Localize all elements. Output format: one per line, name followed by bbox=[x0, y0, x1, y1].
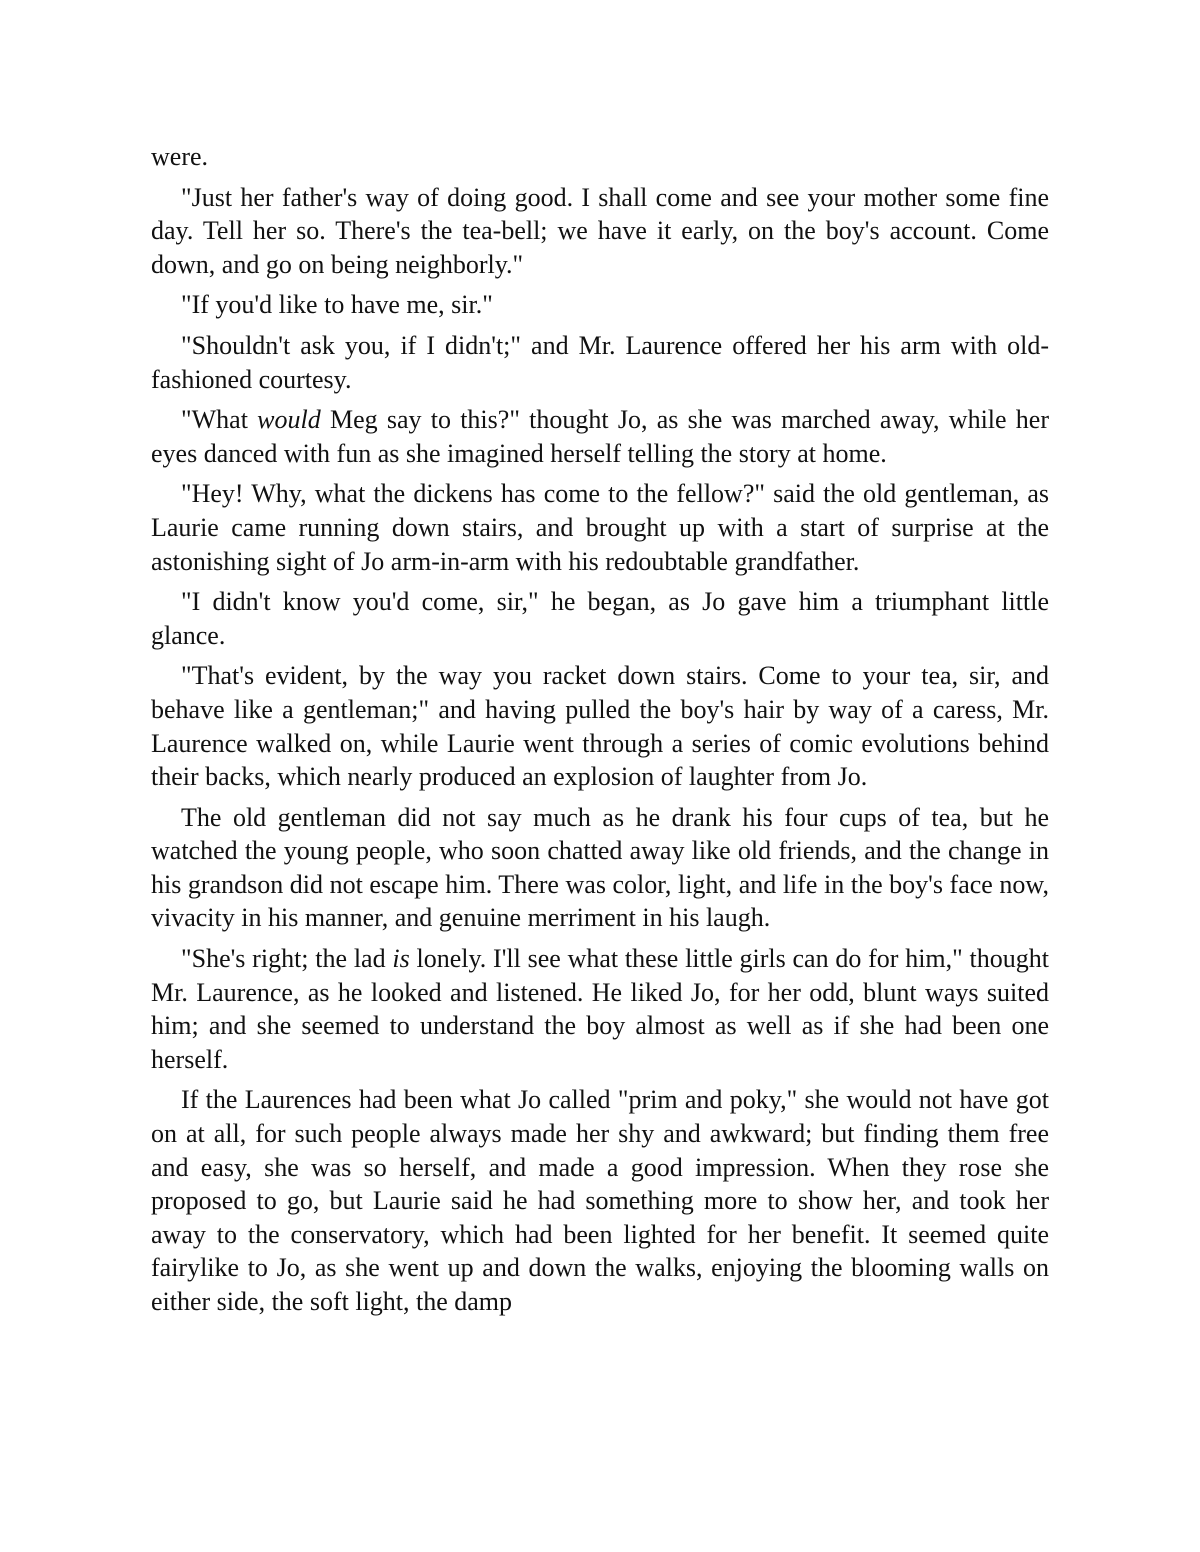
paragraph bbox=[151, 288, 1049, 322]
text-run: "Just her father's way of doing good. I shall come and see your mother some fine day. Tell her so. There's the tea-bell; we have it early, on the boy's account. Come down, and go on being neighborly." bbox=[151, 182, 1049, 279]
paragraph bbox=[151, 477, 1049, 578]
paragraph-continuation bbox=[151, 140, 1049, 174]
text-run: lonely. I'll see what these little girls can do for him," thought Mr. Laurence, as he looked and listened. He liked Jo, for her odd, blunt ways suited him; and she seemed to understand the boy almost as well as if she had been one herself. bbox=[151, 944, 1049, 1074]
page-text bbox=[151, 140, 1049, 1326]
paragraph bbox=[151, 801, 1049, 935]
paragraph bbox=[151, 585, 1049, 652]
paragraph bbox=[151, 942, 1049, 1076]
text-run: "Hey! Why, what the dickens has come to the fellow?" said the old gentleman, as Laurie came running down stairs, and brought up with a start of surprise at the astonishing sight of Jo arm-in-arm with his redoubtable grandfather. bbox=[151, 479, 1049, 576]
text-run: "What bbox=[181, 405, 258, 435]
text-run: If the Laurences had been what Jo called "prim and poky," she would not have got on at all, for such people always made her shy and awkward; but finding them free and easy, she was so herself, and made a good impression. When they rose she proposed to go, but Laurie said he had something more to show her, and took her away to the conservatory, which had been lighted for her benefit. It seemed quite fairylike to Jo, as she went up and down the walks, enjoying the blooming walls on either side, the soft light, the damp bbox=[151, 1085, 1049, 1316]
text-run: "That's evident, by the way you racket down stairs. Come to your tea, sir, and behave like a gentleman;" and having pulled the boy's hair by way of a caress, Mr. Laurence walked on, while Laurie went through a series of comic evolutions behind their backs, which nearly produced an explosion of laughter from Jo. bbox=[151, 661, 1049, 792]
paragraph bbox=[151, 403, 1049, 470]
paragraph bbox=[151, 181, 1049, 282]
text-run: Meg say to this?" thought Jo, as she was marched away, while her eyes danced with fun as she imagined herself telling the story at home. bbox=[151, 405, 1049, 468]
paragraph bbox=[151, 329, 1049, 396]
text-run: "I didn't know you'd come, sir," he began, as Jo gave him a triumphant little glance. bbox=[151, 587, 1049, 650]
paragraph bbox=[151, 1083, 1049, 1318]
italic-emphasis: would bbox=[257, 405, 321, 435]
paragraph bbox=[151, 659, 1049, 793]
italic-emphasis: is bbox=[392, 944, 410, 974]
text-run: "If you'd like to have me, sir." bbox=[181, 290, 493, 320]
text-run: "Shouldn't ask you, if I didn't;" and Mr. Laurence offered her his arm with old-fashioned courtesy. bbox=[151, 330, 1049, 394]
text-run: were. bbox=[151, 142, 209, 171]
text-run: The old gentleman did not say much as he drank his four cups of tea, but he watched the young people, who soon chatted away like old friends, and the change in his grandson did not escape him. There was color, light, and life in the boy's face now, vivacity in his manner, and genuine merriment in his laugh. bbox=[151, 802, 1049, 933]
text-run: "She's right; the lad bbox=[181, 944, 393, 974]
